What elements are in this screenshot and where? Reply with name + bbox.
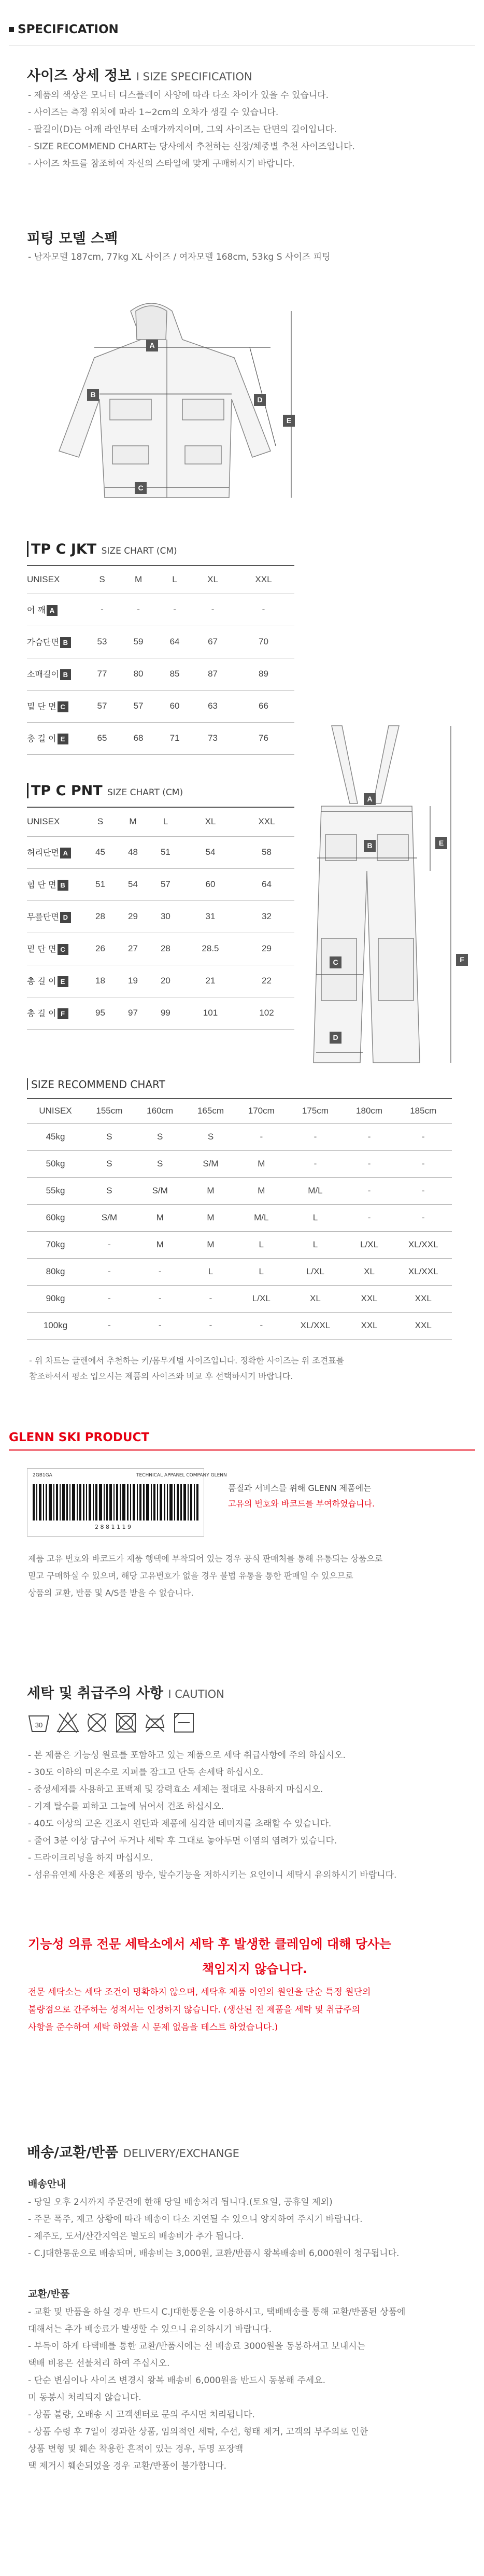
- glenn-divider: [9, 1449, 475, 1451]
- warning-line2: 책임지지 않습니다.: [202, 1962, 307, 1976]
- body-line: 제품 고유 번호와 바코드가 제품 행택에 부착되어 있는 경우 공식 판매처를 통해 유통되는 상품으로: [28, 1554, 383, 1564]
- recommend-table: [27, 1098, 452, 1340]
- guide-line: - 주문 폭주, 재고 상황에 따라 배송이 다소 지연될 수 있으니 양지하여 주시기 바랍니다.: [28, 2214, 363, 2225]
- table-row: 90kg - - - L/XL XL XXL XXL: [27, 1285, 452, 1312]
- table-row: 70kg - M M L L L/XL XL/XXL: [27, 1231, 452, 1258]
- table-row: 55kg S S/M M M M/L - -: [27, 1177, 452, 1204]
- guide-line: - 제주도, 도서/산간지역은 별도의 배송비가 추가 됩니다.: [28, 2231, 244, 2242]
- return-title: 교환/반품: [28, 2288, 70, 2300]
- guide-line: - C.J대한통운으로 배송되며, 배송비는 3,000원, 교환/반품시 왕복배송비 6,000원이 청구됩니다.: [28, 2248, 400, 2259]
- table-header: 165cm: [197, 1106, 224, 1116]
- note-line: - 팔길이(D)는 어깨 라인부터 소매가까지이며, 그외 사이즈는 단면의 길이입니다.: [28, 124, 337, 135]
- table-row: 밑 단 면 C 57 57 60 63 66: [27, 690, 294, 722]
- jacket-badge-d: D: [254, 394, 266, 406]
- guide-title: 배송안내: [28, 2178, 66, 2190]
- body-line: 믿고 구매하실 수 있으며, 해당 고유번호가 없을 경우 불법 유통을 통한 판매일 수 있으므로: [28, 1571, 353, 1581]
- warning-body: [28, 1983, 371, 2036]
- note-line: - 40도 이상의 고온 건조시 원단과 제품에 심각한 데미지를 초래할 수 있습니다.: [28, 1819, 332, 1829]
- table-header: XL: [207, 574, 218, 585]
- care-icons: [27, 1711, 198, 1735]
- pants-badge-d: D: [330, 1032, 341, 1044]
- no-bleach-icon: [56, 1711, 80, 1735]
- barcode-icon: [33, 1484, 198, 1521]
- table-row: 총 길 이 E 65 68 71 73 76: [27, 722, 294, 754]
- table-header: UNISEX: [27, 817, 60, 827]
- jacket-badge-a: A: [146, 340, 158, 351]
- glenn-header: GLENN SKI PRODUCT: [9, 1431, 150, 1444]
- model-desc: - 남자모델 187cm, 77kg XL 사이즈 / 여자모델 168cm, 53kg S 사이즈 피팅: [28, 252, 331, 262]
- spec-header: SPECIFICATION: [18, 23, 119, 36]
- pnt-title: TP C PNT SIZE CHART (CM): [31, 783, 183, 799]
- guide-line: - 당일 오후 2시까지 주문건에 한해 당일 배송처리 됩니다.(토요일, 공휴일 제외): [28, 2197, 333, 2207]
- note-line: - 섬유유연제 사용은 제품의 방수, 발수기능을 저하시키는 요인이니 세탁시 유의하시기 바랍니다.: [28, 1870, 397, 1880]
- pants-badge-e: E: [435, 837, 447, 849]
- table-header: 170cm: [248, 1106, 275, 1116]
- table-header: XXL: [258, 817, 275, 827]
- return-line: - 상품 수령 후 7일이 경과한 상품, 임의적인 세탁, 수선, 형태 제거, 고객의 부주의로 인한: [28, 2427, 368, 2437]
- care-notes: [28, 1747, 396, 1884]
- table-row: 밑 단 면 C 26 27 28 28.5 29: [27, 933, 294, 965]
- delivery-title: 배송/교환/반품 DELIVERY/EXCHANGE: [27, 2145, 239, 2161]
- table-header: L: [163, 817, 168, 827]
- note-line: - 30도 이하의 미온수로 지퍼를 잠그고 단독 손세탁 하십시오.: [28, 1767, 264, 1778]
- pants-badge-b: B: [364, 840, 376, 852]
- table-header: 175cm: [302, 1106, 329, 1116]
- note-line: - SIZE RECOMMEND CHART는 당사에서 추천하는 신장/체중별 추천 사이즈입니다.: [28, 142, 355, 152]
- pnt-bar: [27, 783, 29, 798]
- table-row: 100kg - - - - XL/XXL XXL XXL: [27, 1312, 452, 1339]
- table-row: 소매길이 B 77 80 85 87 89: [27, 658, 294, 690]
- body-line: 상품의 교환, 반품 및 A/S를 받을 수 없습니다.: [28, 1588, 194, 1598]
- table-header: XXL: [255, 574, 272, 585]
- table-header: S: [97, 817, 104, 827]
- recommend-notes: [29, 1353, 344, 1384]
- note-line: - 사이즈는 측정 위치에 따라 1~2cm의 오차가 생길 수 있습니다.: [28, 107, 279, 118]
- table-header: 155cm: [96, 1106, 123, 1116]
- jacket-badge-e: E: [283, 415, 295, 427]
- pants-badge-c: C: [330, 956, 341, 968]
- glenn-desc1: 품질과 서비스를 위해 GLENN 제품에는: [228, 1483, 372, 1493]
- table-row: 60kg S/M M M M/L L - -: [27, 1204, 452, 1231]
- no-tumble-dry-icon: [114, 1711, 138, 1735]
- return-line: - 단순 변심이나 사이즈 변경시 왕복 배송비 6,000원을 반드시 동봉해 주세요.: [28, 2375, 326, 2386]
- guide-list: [28, 2194, 399, 2262]
- pnt-size-table: [27, 807, 294, 1030]
- table-header: 160cm: [147, 1106, 174, 1116]
- table-row: 50kg S S S/M M - - -: [27, 1150, 452, 1177]
- return-line: 미 동봉시 처리되지 않습니다.: [28, 2392, 141, 2403]
- table-row: 힙 단 면 B 51 54 57 60 64: [27, 868, 294, 900]
- recommend-bar: [27, 1078, 28, 1090]
- warning-line1: 기능성 의류 전문 세탁소에서 세탁 후 발생한 클레임에 대해 당사는: [28, 1937, 392, 1951]
- table-row: 80kg - - L L L/XL XL XL/XXL: [27, 1258, 452, 1285]
- table-header: UNISEX: [27, 574, 60, 585]
- note-line: - 중성세제를 사용하고 표백제 및 강력효소 세제는 절대로 사용하지 마십시오.: [28, 1784, 323, 1795]
- jacket-diagram: [27, 290, 317, 524]
- table-row: 무릎단면 D 28 29 30 31 32: [27, 900, 294, 933]
- note-line: - 줄어 3분 이상 담구어 두거나 세탁 후 그대로 놓아두면 이염의 염려가 있습니다.: [28, 1836, 337, 1846]
- table-row: 어 깨 A - - - - -: [27, 594, 294, 626]
- note-line: - 제품의 색상은 모니터 디스플레이 사양에 따라 다소 차이가 있을 수 있습니다.: [28, 90, 329, 101]
- return-line: 대해서는 추가 배송료가 발생할 수 있으니 유의하시기 바랍니다.: [28, 2324, 272, 2334]
- note-line: - 위 차트는 글렌에서 추천하는 키/몸무게별 사이즈입니다. 정확한 사이즈는 위 조견표를: [29, 1356, 345, 1366]
- hand-wash-30-icon: [27, 1711, 51, 1735]
- return-line: 상품 변형 및 훼손 착용한 흔적이 있는 경우, 두명 포장백: [28, 2444, 244, 2454]
- jkt-title: TP C JKT SIZE CHART (CM): [31, 541, 177, 557]
- table-header: UNISEX: [39, 1106, 72, 1116]
- size-spec-notes: [28, 87, 355, 173]
- no-iron-icon: [143, 1711, 167, 1735]
- label-code: 2GB1GA: [33, 1473, 52, 1478]
- spec-header-square: [9, 27, 14, 32]
- return-line: - 교환 및 반품을 하실 경우 반드시 C.J대한통운을 이용하시고, 택배배송를 통해 교환/반품된 상품에: [28, 2307, 406, 2317]
- table-header: 180cm: [356, 1106, 383, 1116]
- note-line: 참조하셔서 평소 입으시는 제품의 사이즈와 비교 후 선택하시기 바랍니다.: [29, 1371, 293, 1381]
- svg-text:30: 30: [35, 1721, 43, 1729]
- warning-body-line: 전문 세탁소는 세탁 조건이 명확하지 않으며, 세탁후 제품 이염의 원인을 단순 특정 원단의: [28, 1987, 371, 1997]
- table-header: 185cm: [410, 1106, 437, 1116]
- size-spec-title: 사이즈 상세 정보 I SIZE SPECIFICATION: [27, 68, 252, 84]
- jkt-size-table: [27, 565, 294, 755]
- table-header: XL: [205, 817, 216, 827]
- table-header: M: [134, 574, 143, 585]
- return-list: [28, 2304, 405, 2475]
- label-company: TECHNICAL APPAREL COMPANY GLENN: [136, 1473, 227, 1478]
- model-title: 피팅 모델 스펙: [27, 231, 118, 247]
- note-line: - 드라이크리닝을 하지 마십시오.: [28, 1853, 153, 1863]
- glenn-body: [28, 1550, 382, 1601]
- note-line: - 사이즈 차트를 참조하여 자신의 스타일에 맞게 구매하시기 바랍니다.: [28, 159, 295, 169]
- note-line: - 본 제품은 기능성 원료를 포함하고 있는 제품으로 세탁 취급사항에 주의 하십시오.: [28, 1750, 346, 1761]
- pants-badge-f: F: [456, 954, 468, 966]
- dry-flat-shade-icon: [172, 1711, 196, 1735]
- warning-body-line: 사항을 준수하여 세탁 하였을 시 문제 없음을 테스트 하였습니다.): [28, 2022, 278, 2033]
- no-dry-clean-icon: [85, 1711, 109, 1735]
- jacket-badge-c: C: [135, 482, 147, 494]
- barcode-label: [27, 1468, 227, 1537]
- warning-body-line: 불량점으로 간주하는 성적서는 인정하지 않습니다. (생산된 전 제품을 세탁 및 취급주의: [28, 2005, 360, 2015]
- pants-diagram: [301, 715, 477, 1073]
- table-row: 가슴단면 B 53 59 64 67 70: [27, 626, 294, 658]
- jacket-badge-b: B: [87, 389, 99, 401]
- return-line: 택 제거시 훼손되었을 경우 교환/반품이 불가합니다.: [28, 2461, 227, 2471]
- table-header: S: [99, 574, 105, 585]
- jkt-bar: [27, 541, 29, 557]
- return-line: - 부득이 하게 타택배를 통한 교환/반품시에는 선 배송료 3000원을 동봉하셔고 보내시는: [28, 2341, 366, 2352]
- table-row: 총 길 이 F 95 97 99 101 102: [27, 997, 294, 1029]
- table-header: M: [129, 817, 137, 827]
- barcode-number: 2 8 8 1 1 1 9: [95, 1524, 131, 1530]
- table-row: 45kg S S S - - - -: [27, 1123, 452, 1150]
- note-line: - 기계 탈수를 피하고 그늘에 뉘어서 건조 하십시오.: [28, 1801, 224, 1812]
- pants-badge-a: A: [364, 793, 376, 805]
- recommend-title: SIZE RECOMMEND CHART: [31, 1078, 165, 1091]
- table-header: L: [172, 574, 177, 585]
- glenn-desc2: 고유의 번호와 바코드를 부여하였습니다.: [228, 1499, 375, 1509]
- return-line: 택배 비용은 선불처리 하여 주십시오.: [28, 2358, 170, 2369]
- return-line: - 상품 불량, 오배송 시 고객센터로 문의 주시면 처리됩니다.: [28, 2410, 255, 2420]
- table-row: 총 길 이 E 18 19 20 21 22: [27, 965, 294, 997]
- care-title: 세탁 및 취급주의 사항 I CAUTION: [27, 1685, 224, 1701]
- table-row: 허리단면 A 45 48 51 54 58: [27, 836, 294, 868]
